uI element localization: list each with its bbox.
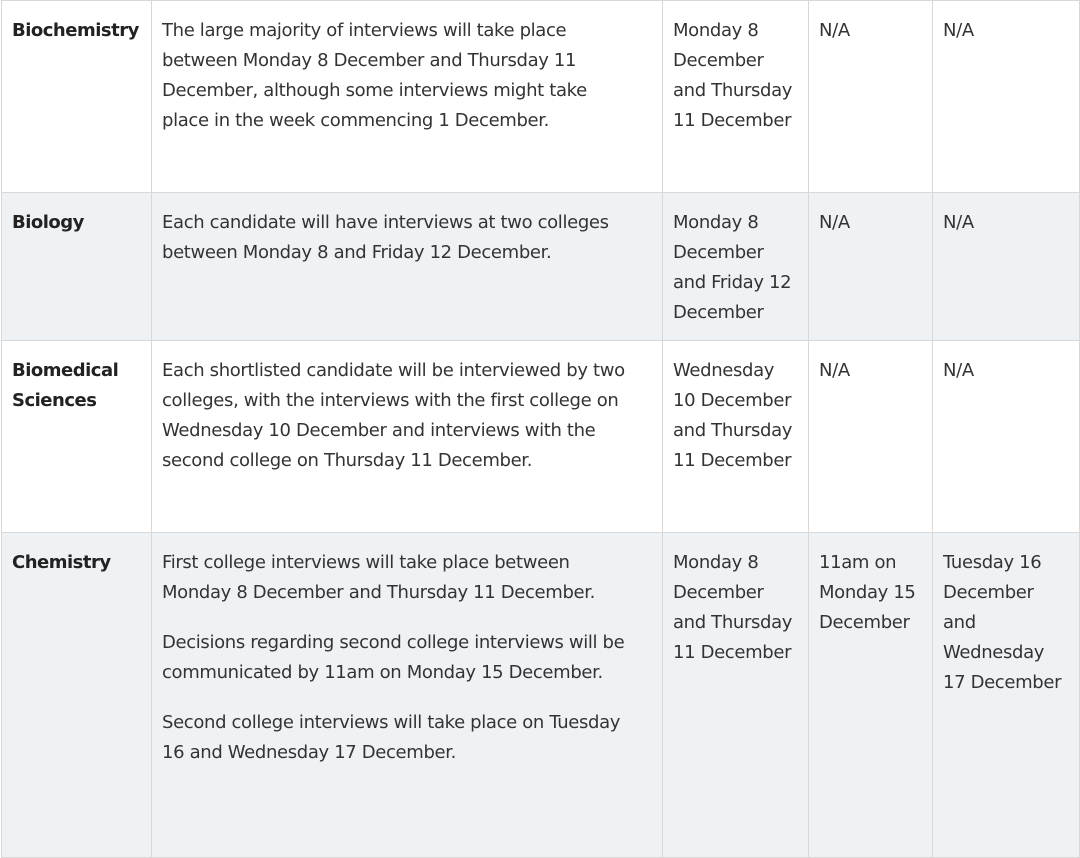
first-interviews-cell: Monday 8 December and Friday 12 December (663, 193, 809, 341)
first-interviews-cell: Wednesday 10 December and Thursday 11 December (663, 341, 809, 533)
first-interviews-cell: Monday 8 December and Thursday 11 December (663, 1, 809, 193)
decision-cell: N/A (809, 1, 933, 193)
table-row-biochemistry (2, 1, 1080, 193)
interview-schedule-table (1, 0, 1080, 858)
details-cell (152, 193, 663, 341)
details-paragraph: Each shortlisted candidate will be interviewed by two colleges, with the interviews with the first college on Wednesday 10 December and interviews with the second college on Thursday 11 December. (162, 360, 625, 471)
subject-cell: Biochemistry (2, 1, 152, 193)
details-cell (152, 341, 663, 533)
details-paragraph: Second college interviews will take place on Tuesday 16 and Wednesday 17 December. (162, 712, 621, 763)
details-paragraph: Each candidate will have interviews at two colleges between Monday 8 and Friday 12 December. (162, 212, 609, 263)
decision-cell: N/A (809, 341, 933, 533)
subject-cell: Chemistry (2, 533, 152, 858)
table-row-biomedical-sciences (2, 341, 1080, 533)
decision-cell: N/A (809, 193, 933, 341)
first-interviews-cell: Monday 8 December and Thursday 11 December (663, 533, 809, 858)
details-cell (152, 1, 663, 193)
details-paragraph: The large majority of interviews will take place between Monday 8 December and Thursday 11 December, although some interviews might take place in the week commencing 1 December. (162, 20, 587, 131)
details-paragraph: First college interviews will take place between Monday 8 December and Thursday 11 December. (162, 552, 596, 603)
subject-cell: Biomedical Sciences (2, 341, 152, 533)
second-interviews-cell: N/A (933, 341, 1080, 533)
second-interviews-cell: N/A (933, 1, 1080, 193)
second-interviews-cell: N/A (933, 193, 1080, 341)
table-row-chemistry (2, 533, 1080, 858)
details-paragraph: Decisions regarding second college interviews will be communicated by 11am on Monday 15 December. (162, 632, 625, 683)
details-cell (152, 533, 663, 858)
second-interviews-cell: Tuesday 16 December and Wednesday 17 December (933, 533, 1080, 858)
subject-cell: Biology (2, 193, 152, 341)
decision-cell: 11am on Monday 15 December (809, 533, 933, 858)
table-row-biology (2, 193, 1080, 341)
